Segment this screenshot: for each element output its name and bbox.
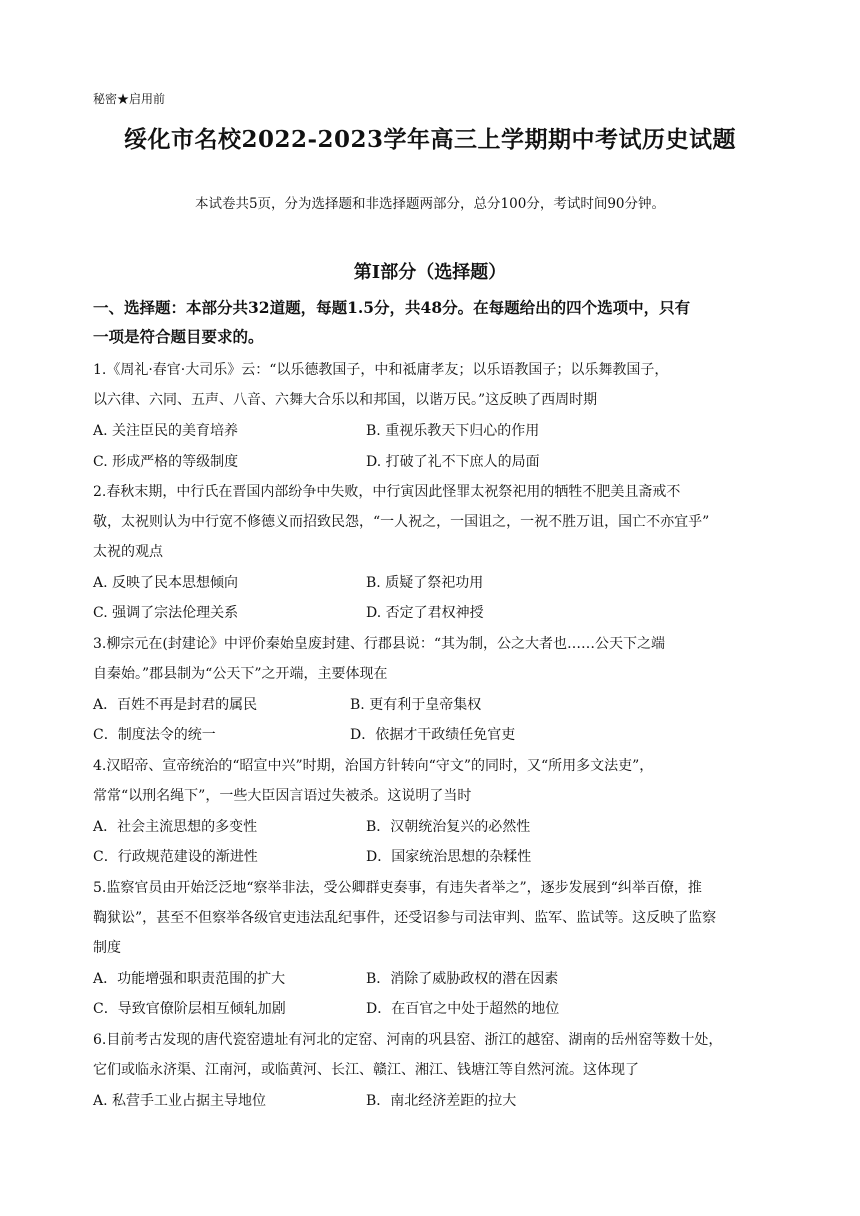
question-4-option-a: A．社会主流思想的多变性 [93, 819, 258, 835]
question-2-option-a: A. 反映了民本思想倾向 [93, 575, 239, 591]
question-5-option-b: B．消除了威胁政权的潜在因素 [366, 971, 559, 987]
question-3-option-a: A．百姓不再是封君的属民 [93, 697, 258, 713]
question-4-option-d: D．国家统治思想的杂糅性 [366, 849, 532, 865]
question-6-stem-line2: 它们或临永济渠、江南河，或临黄河、长江、赣江、湘江、钱塘江等自然河流。这体现了 [93, 1062, 639, 1078]
question-2-stem-line1: 2.春秋末期，中行氏在晋国内部纷争中失败，中行寅因此怪罪太祝祭祀用的牺牲不肥美且斋戒不 [93, 484, 681, 500]
question-2-option-b: B. 质疑了祭祀功用 [366, 575, 484, 591]
section-heading-line1: 一、选择题：本部分共32道题，每题1.5分，共48分。在每题给出的四个选项中，只有 [93, 298, 691, 317]
question-1-option-c: C. 形成严格的等级制度 [93, 454, 239, 470]
question-2-option-c: C. 强调了宗法伦理关系 [93, 605, 239, 621]
question-3-option-d: D．依据才干政绩任免官吏 [350, 727, 516, 743]
question-3-stem-line1: 3.柳宗元在(封建论》中评价秦始皇废封建、行郡县说：“其为制，公之大者也……公天下之端 [93, 636, 665, 652]
question-1-stem-line1: 1.《周礼·春官·大司乐》云：“以乐德教国子，中和祗庸孝友；以乐语教国子；以乐舞教国子， [93, 362, 669, 378]
question-1-option-d: D. 打破了礼不下庶人的局面 [366, 454, 540, 470]
question-3-option-c: C．制度法令的统一 [93, 727, 216, 743]
question-5-option-c: C．导致官僚阶层相互倾轧加剧 [93, 1001, 286, 1017]
question-2-option-d: D. 否定了君权神授 [366, 605, 484, 621]
question-4-option-c: C．行政规范建设的渐进性 [93, 849, 258, 865]
question-3-stem-line2: 自秦始。”郡县制为“公天下”之开端，主要体现在 [93, 666, 388, 682]
question-1-option-a: A. 关注臣民的美育培养 [93, 423, 239, 439]
question-6-option-a: A. 私营手工业占据主导地位 [93, 1093, 267, 1109]
question-1-option-b: B. 重视乐教天下归心的作用 [366, 423, 540, 439]
question-2-stem-line2: 敬，太祝则认为中行宽不修德义而招致民怨，“一人祝之，一国诅之，一祝不胜万诅，国亡不亦宜乎” [93, 514, 710, 530]
question-5-stem-line3: 制度 [93, 940, 121, 956]
question-3-option-b: B. 更有利于皇帝集权 [350, 697, 482, 713]
question-5-option-d: D．在百官之中处于超然的地位 [366, 1001, 560, 1017]
secret-mark: 秘密★启用前 [93, 92, 166, 106]
section-heading-line2: 一项是符合题目要求的。 [93, 327, 264, 346]
question-6-option-b: B．南北经济差距的拉大 [366, 1093, 517, 1109]
question-5-stem-line1: 5.监察官员由开始泛泛地“察举非法，受公卿群吏奏事，有违失者举之”，逐步发展到“纠举百僚，推 [93, 880, 702, 896]
question-1-stem-line2: 以六律、六同、五声、八音、六舞大合乐以和邦国，以谐万民。”这反映了西周时期 [93, 392, 598, 408]
question-2-stem-line3: 太祝的观点 [93, 544, 163, 560]
exam-intro: 本试卷共5页，分为选择题和非选择题两部分，总分100分，考试时间90分钟。 [194, 196, 666, 212]
question-4-option-b: B．汉朝统治复兴的必然性 [366, 819, 531, 835]
question-4-stem-line2: 常常“以刑名绳下”，一些大臣因言语过失被杀。这说明了当时 [93, 788, 472, 804]
exam-title: 绥化市名校2022-2023学年高三上学期期中考试历史试题 [123, 126, 737, 153]
question-4-stem-line1: 4.汉昭帝、宣帝统治的“昭宣中兴”时期，治国方针转向“守文”的同时，又“所用多文法吏”， [93, 758, 654, 774]
question-6-stem-line1: 6.目前考古发现的唐代瓷窑遗址有河北的定窑、河南的巩县窑、浙江的越窑、湖南的岳州窑等数十处， [93, 1032, 723, 1048]
question-5-stem-line2: 鞫狱讼”，甚至不但察举各级官吏违法乱纪事件，还受诏参与司法审判、监军、监试等。这反映了监察 [93, 910, 717, 926]
part-title: 第Ⅰ部分（选择题） [353, 262, 507, 283]
question-5-option-a: A．功能增强和职责范围的扩大 [93, 971, 286, 987]
